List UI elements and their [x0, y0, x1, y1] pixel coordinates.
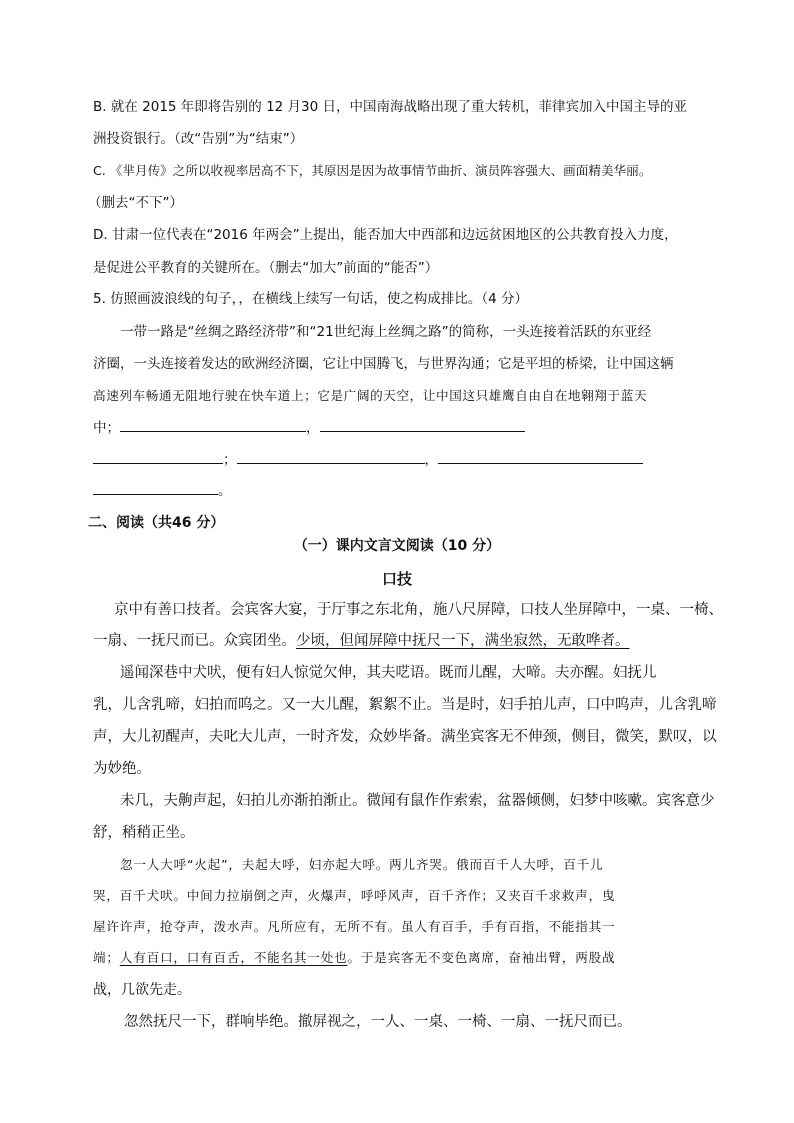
- kouji-p4-line1: 忽一人大呼“火起”，夫起大呼，妇亦起大呼。两儿齐哭。俄而百千人大呼，百千儿: [120, 857, 604, 872]
- answer-blank-2[interactable]: [320, 419, 525, 432]
- kouji-p2-line2: 乳，儿含乳啼，妇拍而呜之。又一大儿醒，絮絮不止。当是时，妇手拍儿声，口中呜声，儿含乳啼: [93, 697, 717, 713]
- kouji-p2-line4: 为妙绝。: [93, 761, 151, 777]
- blank-comma: ，: [306, 420, 320, 436]
- kouji-p3-line1: 未几，夫齁声起，妇拍儿亦渐拍渐止。微闻有鼠作作索索，盆器倾侧，妇梦中咳嗽。宾客意少: [120, 793, 715, 809]
- section-heading: 二、阅读（共46 分）: [88, 515, 225, 531]
- option-c-line1: C. 《芈月传》之所以收视率居高不下，其原因是因为故事情节曲折、演员阵容强大、画面精美华丽。: [93, 163, 652, 178]
- blank-period: 。: [218, 483, 232, 499]
- kouji-p4-line4-start: 端；: [93, 950, 120, 965]
- kouji-p4-line3: 屋许许声，抢夺声，泼水声。凡所应有，无所不有。虽人有百手，手有百指，不能指其一: [93, 919, 616, 934]
- kouji-p1-line2: [93, 632, 630, 650]
- option-b-line2: 洲投资银行。（改“告别”为“结束”）: [93, 131, 304, 147]
- kouji-p4-line4: [93, 949, 615, 967]
- kouji-p5-line1: 忽然抚尺一下，群响毕绝。撤屏视之，一人、一桌、一椅、一扇、一抚尺而已。: [124, 1014, 632, 1030]
- option-d-line1: D. 甘肃一位代表在“2016 年两会”上提出，能否加大中西部和边远贫困地区的公共教育投入力度，: [93, 227, 678, 243]
- kouji-p1-line1: 京中有善口技者。会宾客大宴，于厅事之东北角，施八尺屏障，口技人坐屏障中，一桌、一椅、: [114, 602, 723, 618]
- q5-passage-line1: 一带一路是“丝绸之路经济带”和“21世纪海上丝绸之路”的简称，一头连接着活跃的东亚经: [120, 324, 652, 340]
- q5-passage-line3: 高速列车畅通无阻地行驶在快车道上；它是广阔的天空，让中国这只雄鹰自由自在地翱翔于蓝天: [93, 388, 648, 403]
- q5-answer-row2: [93, 451, 643, 469]
- blank-semicolon: ；: [223, 452, 237, 468]
- option-b-line1: B. 就在 2015 年即将告别的 12 月30 日，中国南海战略出现了重大转机，菲律宾加入中国主导的亚: [93, 99, 688, 115]
- kouji-p1-line2-text: 一扇、一抚尺而已。众宾团坐。: [93, 633, 296, 649]
- option-d-line2: 是促进公平教育的关键所在。（删去“加大”前面的“能否”）: [93, 260, 439, 276]
- kouji-p4-line2: 哭，百千犬吠。中间力拉崩倒之声，火爆声，呼呼风声，百千齐作；又夹百千求救声，曳: [93, 888, 616, 903]
- answer-blank-4[interactable]: [237, 451, 425, 464]
- kouji-p4-line4-end: 。于是宾客无不变色离席，奋袖出臂，两股战: [347, 950, 616, 965]
- q5-passage-line2: 济圈，一头连接着发达的欧洲经济圈，它让中国腾飞，与世界沟通；它是平坦的桥梁，让中国这辆: [93, 356, 674, 372]
- q5-passage-line4-start: 中；: [93, 420, 120, 436]
- option-c-line2: （删去“不下”）: [88, 195, 183, 211]
- answer-blank-6[interactable]: [93, 482, 218, 495]
- underlined-sentence-1: 少顷，但闻屏障中抚尺一下，满坐寂然，无敢哗者。: [296, 633, 630, 649]
- answer-blank-5[interactable]: [438, 451, 643, 464]
- kouji-p3-line2: 舒，稍稍正坐。: [93, 825, 195, 841]
- answer-blank-3[interactable]: [93, 451, 223, 464]
- kouji-p4-line5: 战，几欲先走。: [93, 982, 191, 998]
- underlined-sentence-2: 人有百口，口有百舌，不能名其一处也: [119, 950, 348, 965]
- answer-blank-1[interactable]: [120, 419, 306, 432]
- kouji-p2-line1: 遥闻深巷中犬吠，便有妇人惊觉欠伸，其夫呓语。既而儿醒，大啼。夫亦醒。妇抚儿: [120, 665, 657, 681]
- passage-title: 口技: [381, 570, 412, 588]
- q5-answer-row3: [93, 482, 232, 500]
- question-5-prompt: 5. 仿照画波浪线的句子，，在横线上续写一句话，使之构成排比。（4 分）: [93, 291, 529, 307]
- kouji-p2-line3: 声，大儿初醒声，夫叱大儿声，一时齐发，众妙毕备。满坐宾客无不伸颈，侧目，微笑，默叹，以: [93, 729, 717, 745]
- blank-comma-2: ，: [424, 452, 438, 468]
- section-subheading: （一）课内文言文阅读（10 分）: [293, 538, 501, 554]
- q5-answer-row1: [93, 419, 525, 437]
